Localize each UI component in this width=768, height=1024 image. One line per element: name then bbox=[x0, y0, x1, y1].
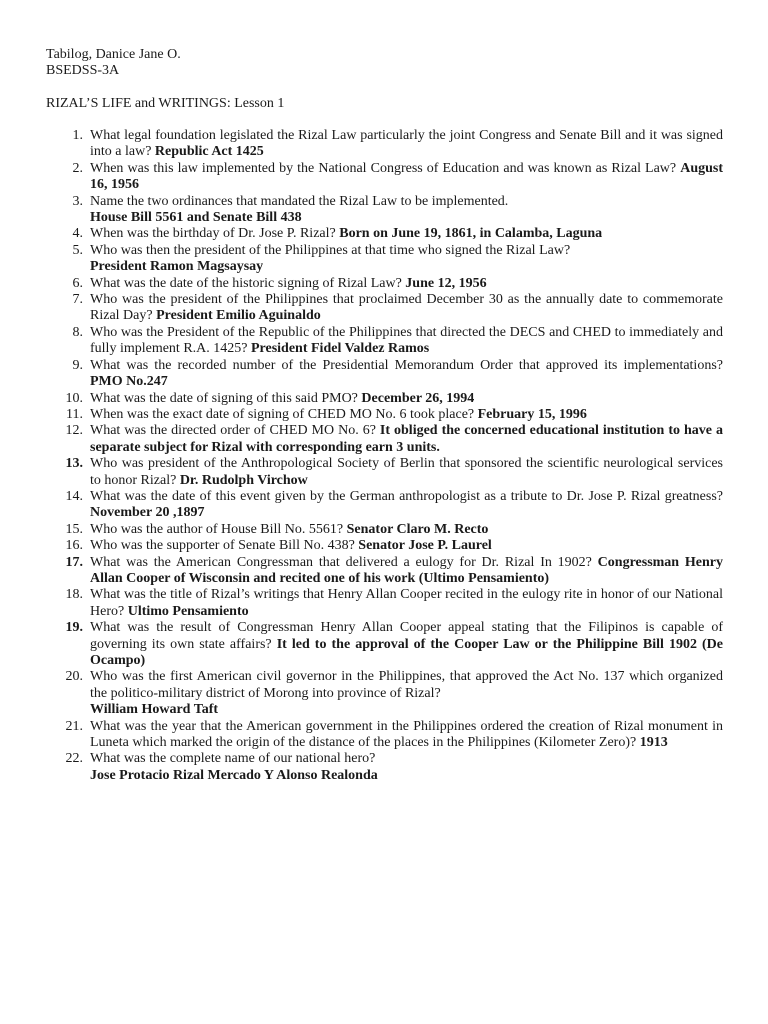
item-number: 14. bbox=[65, 488, 83, 504]
question-text: What was the result of Congressman Henry Allan Cooper appeal stating that the Filipinos is capable of governing its own state affairs? bbox=[90, 620, 723, 652]
answer-text: Republic Act 1425 bbox=[154, 144, 264, 160]
question-text: What was the directed order of CHED MO No. 6? bbox=[90, 423, 380, 439]
item-number: 1. bbox=[72, 128, 83, 143]
item-text bbox=[90, 669, 723, 718]
item-text bbox=[90, 194, 723, 227]
item-number: 20. bbox=[65, 669, 83, 685]
item-number: 15. bbox=[65, 521, 83, 537]
answer-text: Dr. Rudolph Virchow bbox=[179, 472, 308, 488]
answer-text: It obliged the concerned educational institution to have a separate subject for Rizal with corresponding earn 3 units. bbox=[90, 423, 723, 455]
question-text: What was the date of this event given by the German anthropologist as a tribute to Dr. Jose P. Rizal greatness? bbox=[90, 488, 723, 504]
item-text bbox=[90, 243, 723, 276]
item-number: 16. bbox=[65, 538, 83, 554]
question-text: What was the complete name of our national hero? bbox=[90, 751, 376, 767]
lesson-title: RIZAL’S LIFE and WRITINGS: Lesson 1 bbox=[46, 96, 285, 111]
item-text bbox=[90, 751, 723, 784]
answer-text: Born on June 19, 1861, in Calamba, Laguna bbox=[339, 226, 603, 242]
item-text bbox=[90, 522, 723, 538]
item-text bbox=[90, 292, 723, 325]
list-item bbox=[46, 243, 723, 276]
item-text bbox=[90, 407, 723, 423]
item-text bbox=[90, 226, 723, 242]
item-number: 8. bbox=[72, 324, 83, 340]
question-text: What was the date of the historic signing of Rizal Law? bbox=[90, 275, 406, 291]
item-number: 12. bbox=[65, 423, 83, 439]
list-item bbox=[46, 456, 723, 489]
list-item bbox=[46, 194, 723, 227]
list-item bbox=[46, 161, 723, 194]
answer-text: December 26, 1994 bbox=[361, 390, 475, 406]
item-number: 3. bbox=[72, 193, 83, 209]
student-name: Tabilog, Danice Jane O. bbox=[46, 47, 181, 62]
answer-text: It led to the approval of the Cooper Law or the Philippine Bill 1902 (De Ocampo) bbox=[90, 636, 723, 668]
answer-text: PMO No.247 bbox=[90, 374, 168, 390]
question-text: Who was the President of the Republic of the Philippines that directed the DECS and CHED to immediately and fully implement R.A. 1425? bbox=[90, 324, 723, 357]
question-text: Who was the supporter of Senate Bill No. 438? bbox=[90, 538, 359, 554]
item-text bbox=[90, 358, 723, 391]
list-item bbox=[46, 522, 723, 538]
item-number: 11. bbox=[66, 406, 83, 422]
answer-text: August 16, 1956 bbox=[90, 160, 723, 193]
item-text bbox=[90, 538, 723, 554]
item-text bbox=[90, 423, 723, 456]
list-item bbox=[46, 587, 723, 620]
list-item bbox=[46, 719, 723, 752]
answer-text: President Ramon Magsaysay bbox=[90, 259, 264, 275]
item-text bbox=[90, 276, 723, 292]
item-text bbox=[90, 489, 723, 522]
answer-text: William Howard Taft bbox=[90, 702, 219, 718]
item-text bbox=[90, 719, 723, 752]
answer-text: November 20 ,1897 bbox=[90, 505, 205, 521]
item-number: 13. bbox=[65, 456, 83, 472]
item-text bbox=[90, 325, 723, 358]
answer-text: Ultimo Pensamiento bbox=[127, 603, 249, 619]
item-number: 19. bbox=[65, 620, 83, 636]
question-text: Who was the president of the Philippines that proclaimed December 30 as the annually date to commemorate Rizal Day? bbox=[90, 292, 723, 324]
answer-text: Senator Claro M. Recto bbox=[346, 521, 489, 537]
list-item bbox=[46, 538, 723, 554]
list-item bbox=[46, 669, 723, 718]
question-text: What was the date of signing of this said PMO? bbox=[90, 390, 362, 406]
question-text: What was the year that the American government in the Philippines ordered the creation of Rizal monument in Luneta which marked the origin of the distance of the places in the Philippines (Kilometer Zero)? bbox=[90, 718, 723, 751]
answer-text: Jose Protacio Rizal Mercado Y Alonso Realonda bbox=[90, 767, 378, 783]
answer-text: President Emilio Aguinaldo bbox=[156, 308, 321, 324]
item-number: 4. bbox=[72, 226, 83, 242]
list-item bbox=[46, 620, 723, 669]
list-item bbox=[46, 555, 723, 588]
answer-text: February 15, 1996 bbox=[477, 406, 587, 422]
question-text: What was the recorded number of the Presidential Memorandum Order that approved its implementations? bbox=[90, 357, 723, 373]
item-number: 2. bbox=[72, 160, 83, 176]
question-text: When was the exact date of signing of CHED MO No. 6 took place? bbox=[90, 406, 478, 422]
question-text: Who was president of the Anthropological Society of Berlin that sponsored the scientific neurological services to honor Rizal? bbox=[90, 456, 723, 488]
question-text: What was the American Congressman that delivered a eulogy for Dr. Rizal In 1902? bbox=[90, 554, 598, 570]
item-number: 17. bbox=[65, 554, 83, 570]
item-text bbox=[90, 128, 723, 161]
answer-text: June 12, 1956 bbox=[405, 275, 487, 291]
question-text: What was the title of Rizal’s writings that Henry Allan Cooper recited in the eulogy rite in honor of our National Hero? bbox=[90, 587, 723, 619]
question-list bbox=[46, 128, 723, 784]
item-number: 10. bbox=[65, 390, 83, 406]
list-item bbox=[46, 128, 723, 161]
question-text: When was this law implemented by the National Congress of Education and was known as Rizal Law? bbox=[90, 160, 681, 176]
item-number: 6. bbox=[72, 275, 83, 291]
item-number: 5. bbox=[72, 242, 83, 258]
item-text bbox=[90, 391, 723, 407]
item-text bbox=[90, 620, 723, 669]
item-number: 21. bbox=[65, 718, 83, 734]
item-number: 9. bbox=[72, 357, 83, 373]
list-item bbox=[46, 423, 723, 456]
answer-text: 1913 bbox=[639, 735, 668, 751]
item-number: 7. bbox=[72, 292, 83, 308]
list-item bbox=[46, 325, 723, 358]
answer-text: Senator Jose P. Laurel bbox=[358, 538, 492, 554]
question-text: Who was the first American civil governor in the Philippines, that approved the Act No. 137 which organized the politico-military district of Morong into province of Rizal? bbox=[90, 669, 723, 701]
answer-text: House Bill 5561 and Senate Bill 438 bbox=[90, 210, 302, 226]
question-text: What legal foundation legislated the Rizal Law particularly the joint Congress and Senate Bill and it was signed into a law? bbox=[90, 128, 723, 160]
item-text bbox=[90, 456, 723, 489]
list-item bbox=[46, 751, 723, 784]
list-item bbox=[46, 292, 723, 325]
question-text: When was the birthday of Dr. Jose P. Rizal? bbox=[90, 226, 340, 242]
question-text: Who was then the president of the Philippines at that time who signed the Rizal Law? bbox=[90, 242, 571, 258]
item-text bbox=[90, 161, 723, 194]
item-text bbox=[90, 587, 723, 620]
question-text: Name the two ordinances that mandated the Rizal Law to be implemented. bbox=[90, 193, 509, 209]
answer-text: Congressman Henry Allan Cooper of Wisconsin and recited one of his work (Ultimo Pensamiento) bbox=[90, 554, 723, 586]
item-text bbox=[90, 555, 723, 588]
student-section: BSEDSS-3A bbox=[46, 63, 120, 78]
list-item bbox=[46, 407, 723, 423]
list-item bbox=[46, 226, 723, 242]
list-item bbox=[46, 358, 723, 391]
answer-text: President Fidel Valdez Ramos bbox=[250, 341, 430, 357]
question-text: Who was the author of House Bill No. 5561? bbox=[90, 521, 347, 537]
list-item bbox=[46, 391, 723, 407]
item-number: 22. bbox=[65, 751, 83, 767]
list-item bbox=[46, 489, 723, 522]
item-number: 18. bbox=[65, 587, 83, 603]
list-item bbox=[46, 276, 723, 292]
